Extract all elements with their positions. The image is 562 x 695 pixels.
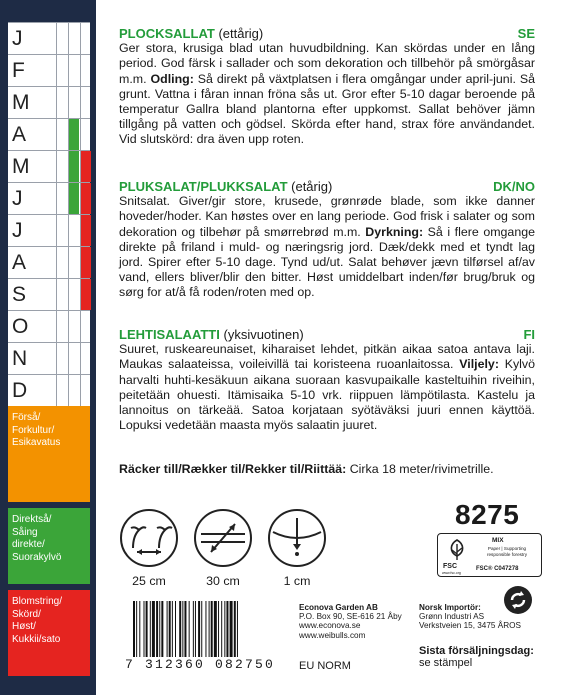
calendar-cell [80,151,91,182]
barcode-bar [193,601,194,657]
section-subtitle: (yksivuotinen) [223,327,304,342]
barcode-bar [224,601,225,657]
importer-address: Verkstveien 15, 3475 ÅROS [419,621,521,631]
barcode-bar [152,601,155,657]
barcode-bar [209,601,210,657]
barcode-bar [184,601,186,657]
section-dk-heading [119,179,535,194]
calendar-cell [68,23,79,54]
calendar-cell [56,151,67,182]
legend-direct-line: Direktså/ [12,514,52,525]
calendar-cell [80,247,91,278]
importer-info [419,603,521,631]
legend-harvest [8,590,90,676]
calendar-cell [80,215,91,246]
barcode-bar [218,601,219,657]
section-body [119,194,535,300]
fsc-web: www.fsc.org [442,571,461,575]
calendar-cell [56,87,67,118]
calendar-cell [56,55,67,86]
calendar-cell [56,311,67,342]
barcode-bar [167,601,168,657]
section-swedish [119,26,535,148]
company-name: Econova Garden AB [299,603,378,612]
body-text: Så i flere omgange direkte på friland i muld- og næringsrig jord. Dæk/dekk med et tyndt lag jord. Spirer efter 5-10 dage. Tynd ud/ut. Salat behøver jævn tilførsel af/av vand, ellers bliver/blir den bitter. Høst umiddelbart inden/før brug/bruk og sørg for at/å få roden/roten med op. [119,224,535,300]
month-letter: O [12,315,29,338]
legend-presow-line: Esikavatus [12,437,61,448]
calendar-cell [56,247,67,278]
yield-label: Räcker till/Rækker til/Rekker til/Riittää: [119,462,347,476]
body-text: Suuret, ruskeareunaiset, kiharaiset lehdet, pitkän aikaa satoa antava laji. Maukas salaateissa, voileivillä tai koristeena ruoanlaitossa. [119,342,535,372]
calendar-cell [56,215,67,246]
section-finnish [119,327,535,433]
barcode-bar [139,601,140,657]
barcode-bar [230,601,233,657]
calendar-month-row [8,375,90,407]
language-code: SE [517,26,535,41]
row-spacing-icon [119,508,179,568]
calendar-cell [80,343,91,374]
section-body [119,342,535,433]
calendar-cell [68,87,79,118]
month-calendar [8,22,90,407]
barcode-bar [146,601,148,657]
calendar-cell [80,87,91,118]
importer-label: Norsk Importör: [419,603,481,612]
calendar-cell [80,183,91,214]
calendar-cell [68,343,79,374]
legend-direct-line: Suorakylvö [12,551,62,563]
barcode-bar [205,601,206,657]
company-address: P.O. Box 90, SE-616 21 Åby [299,612,402,622]
sowing-depth-icon [267,508,327,568]
calendar-month-row [8,151,90,183]
month-letter: J [12,187,23,210]
legend-direct-sow [8,508,90,584]
last-sale-date [419,645,534,669]
barcode-bar [175,601,176,657]
calendar-cell [56,375,67,406]
barcode-bar [179,601,181,657]
fsc-tree-icon [446,538,468,562]
barcode-bar [182,601,183,657]
calendar-cell [80,375,91,406]
barcode-bar [237,601,238,657]
month-letter: A [12,251,27,274]
body-bold: Odling: [150,71,194,86]
body-bold: Dyrkning: [365,224,424,239]
plant-spacing-icon [193,508,253,568]
section-subtitle: (ettårig) [218,26,264,41]
sowing-depth-label: 1 cm [283,574,311,588]
barcode-digits: 7 312360 082750 [125,657,276,672]
calendar-month-row [8,247,90,279]
calendar-month-row [8,87,90,119]
body-text: Ger stora, krusiga blad utan huvudbildning. Kan skördas under en lång period. God färsk i sallader och som dekoration och tillbehör på smörgåsar m.m. [119,41,535,86]
company-web: www.weibulls.com [299,630,366,640]
calendar-month-row [8,215,90,247]
section-title: PLOCKSALLAT [119,26,215,41]
month-letter: S [12,283,27,306]
month-letter: A [12,123,27,146]
calendar-cell [68,375,79,406]
sowing-calendar-sidebar [0,0,96,695]
barcode-bar [159,601,160,657]
barcode-bar [144,601,145,657]
barcode-bar [150,601,151,657]
calendar-cell [80,119,91,150]
section-subtitle: (etårig) [291,179,333,194]
calendar-cell [80,55,91,86]
barcode-bar [161,601,163,657]
barcode-bar [198,601,200,657]
barcode-bar [156,601,158,657]
section-danish-norwegian [119,179,535,301]
barcode [133,601,278,657]
section-title: LEHTISALAATTI [119,327,220,342]
month-letter: J [12,219,23,242]
calendar-cell [56,343,67,374]
calendar-month-row [8,119,90,151]
yield-value: Cirka 18 meter/rivimetrille. [346,462,494,476]
calendar-month-row [8,279,90,311]
calendar-month-row [8,22,90,55]
month-letter: N [12,347,28,370]
legend-harvest-line: Blomstring/ [12,596,63,607]
importer-name: Grønn Industri AS [419,612,485,622]
calendar-cell [80,311,91,342]
barcode-bar [133,601,135,657]
legend-direct-line: direkte/ [12,539,45,550]
calendar-month-row [8,55,90,87]
month-letter: D [12,379,28,402]
fsc-mix: MIX [492,537,504,544]
article-number: 8275 [455,499,520,530]
barcode-bar [226,601,228,657]
company-info [299,603,402,640]
legend-harvest-line: Høst/ [12,621,36,632]
fsc-brand: FSC [443,563,457,570]
barcode-bar [189,601,190,657]
body-text: Kylvö harvalti huhti-kesäkuun aikana suoraan kasvupaikalle kasteltuihin riveihin, peitetään ohuesti. Itämisaika 5-10 vrk. riippuen lämpötilasta. Kastelu ja lannoitus on tärkeää. Satoa korjataan syötäväksi juuri ennen käyttöä. Lopuksi vedetään maasta myös salaatin juuret. [119,357,536,433]
fsc-label [437,533,542,577]
calendar-cell [68,151,79,182]
plant-spacing-label: 30 cm [206,574,240,588]
company-web: www.econova.se [299,621,361,631]
calendar-cell [56,23,67,54]
legend-presow [8,406,90,502]
calendar-month-row [8,183,90,215]
body-bold: Viljely: [459,357,499,372]
barcode-bar [221,601,222,657]
section-swedish-heading [119,26,535,41]
barcode-bar [234,601,236,657]
calendar-cell [68,183,79,214]
legend-direct-line: Såing [12,526,38,538]
calendar-cell [68,311,79,342]
calendar-cell [56,119,67,150]
section-fi-heading [119,327,535,342]
language-code: DK/NO [493,179,535,194]
calendar-cell [80,23,91,54]
calendar-cell [68,119,79,150]
barcode-bar [136,601,137,657]
calendar-month-row [8,311,90,343]
row-spacing-label: 25 cm [132,574,166,588]
barcode-bar [172,601,173,657]
fsc-text: Paper | Supporting responsible forestry [486,546,528,557]
barcode-bar [211,601,213,657]
fsc-code: FSC® C047278 [476,566,519,572]
calendar-cell [56,183,67,214]
calendar-cell [80,279,91,310]
eu-norm: EU NORM [299,660,351,672]
barcode-bar [214,601,217,657]
body-text: Så direkt på växtplatsen i flera omgångar under april-juni. Så grunt. Vattna i fåran innan fröna sås ut. Gror efter 5-10 dagar beroende på temperatur Gallra bland plantorna efter uppkomst. Sallat behöver jämn tillgång på vatten och gödsel. Skörda efter hand, strax före användandet. Vid slutskörd: dra även upp roten. [119,71,535,147]
last-sale-value: se stämpel [419,657,473,669]
language-code: FI [523,327,535,342]
calendar-cell [68,55,79,86]
legend-harvest-line: Skörd/ [12,608,41,620]
calendar-cell [68,279,79,310]
month-letter: M [12,155,30,178]
calendar-cell [68,215,79,246]
yield-line [119,462,494,476]
calendar-cell [56,279,67,310]
legend-presow-line: Forkultur/ [12,424,55,436]
barcode-bar [195,601,196,657]
legend-harvest-line: Kukkii/sato [12,633,61,645]
month-letter: J [12,27,23,50]
barcode-bar [169,601,171,657]
section-body [119,41,535,147]
month-letter: M [12,91,30,114]
legend-presow-line: Förså/ [12,412,41,423]
body-text: Snitsalat. Giver/gir store, krusede, grønrøde blade, som ikke danner hoveder/hoder. Kan høstes over en lang periode. God frisk i salater og som dekoration og tilbehør på smørrebrød m.m. [119,194,535,239]
section-title: PLUKSALAT/PLUKKSALAT [119,179,288,194]
calendar-cell [68,247,79,278]
month-letter: F [12,59,25,82]
calendar-month-row [8,343,90,375]
barcode-bar [201,601,202,657]
last-sale-label: Sista försäljningsdag: [419,645,534,657]
